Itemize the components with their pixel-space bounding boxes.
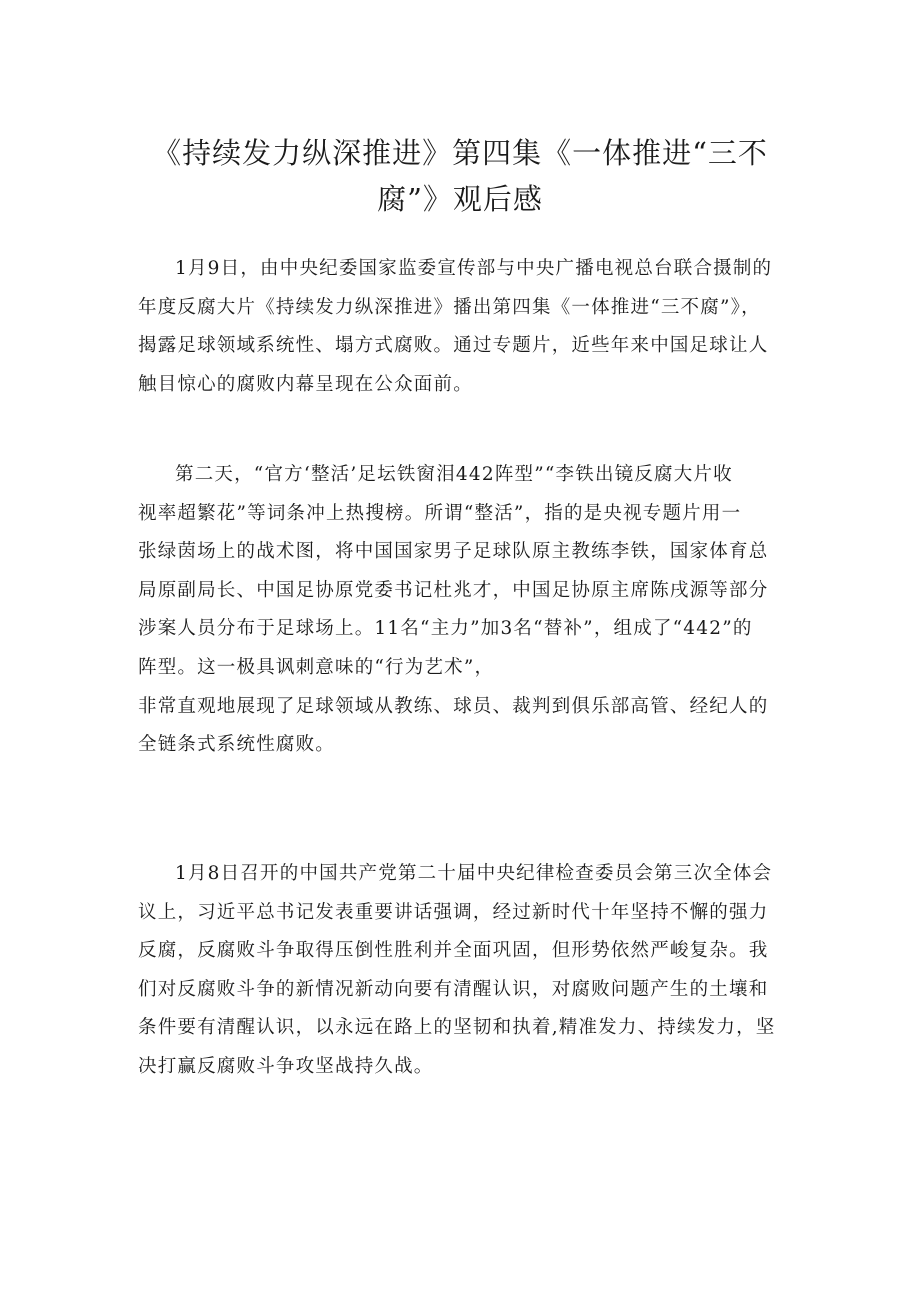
paragraph-3 <box>138 855 788 1087</box>
paragraph-line: 决打赢反腐败斗争攻坚战持久战。 <box>138 1055 434 1077</box>
paragraph-line: 触目惊心的腐败内幕呈现在公众面前。 <box>138 373 473 395</box>
title-line-2: 腐”》观后感 <box>377 182 543 216</box>
title-line-1: 《持续发力纵深推进》第四集《一体推进“三不 <box>152 136 768 170</box>
paragraph-line: 揭露足球领域系统性、塌方式腐败。通过专题片，近些年来中国足球让人 <box>138 335 769 357</box>
paragraph-line: 非常直观地展现了足球领域从教练、球员、裁判到俱乐部高管、经纪人的 <box>138 695 769 717</box>
paragraph-line: 议上，习近平总书记发表重要讲话强调，经过新时代十年坚持不懈的强力 <box>138 901 769 923</box>
document-title <box>120 130 800 222</box>
paragraph-1 <box>138 250 788 404</box>
paragraph-line: 反腐，反腐败斗争取得压倒性胜利并全面巩固，但形势依然严峻复杂。我 <box>138 940 769 962</box>
paragraph-line: 们对反腐败斗争的新情况新动向要有清醒认识，对腐败问题产生的土壤和 <box>138 978 769 1000</box>
paragraph-2 <box>138 456 788 765</box>
paragraph-line: 张绿茵场上的战术图，将中国国家男子足球队原主教练李铁，国家体育总 <box>138 541 769 563</box>
paragraph-line: 阵型。这一极具讽刺意味的“行为艺术”， <box>138 656 495 678</box>
paragraph-line: 年度反腐大片《持续发力纵深推进》播出第四集《一体推进“三不腐”》， <box>138 296 761 318</box>
paragraph-line: 涉案人员分布于足球场上。11名“主力”加3名“替补”，组成了“442”的 <box>138 618 753 640</box>
paragraph-line: 全链条式系统性腐败。 <box>138 734 336 756</box>
paragraph-line: 1月8日召开的中国共产党第二十届中央纪律检查委员会第三次全体会 <box>175 863 773 884</box>
paragraph-line: 局原副局长、中国足协原党委书记杜兆才，中国足协原主席陈戌源等部分 <box>138 579 769 601</box>
paragraph-line: 1月9日，由中央纪委国家监委宣传部与中央广播电视总台联合摄制的 <box>175 258 773 279</box>
paragraph-line: 视率超繁花”等词条冲上热搜榜。所谓“整活”，指的是央视专题片用一 <box>138 502 742 524</box>
paragraph-line: 第二天，“官方‘整活’足坛铁窗泪442阵型”“李铁出镜反腐大片收 <box>175 464 733 485</box>
paragraph-line: 条件要有清醒认识，以永远在路上的坚韧和执着,精准发力、持续发力，坚 <box>138 1017 776 1039</box>
